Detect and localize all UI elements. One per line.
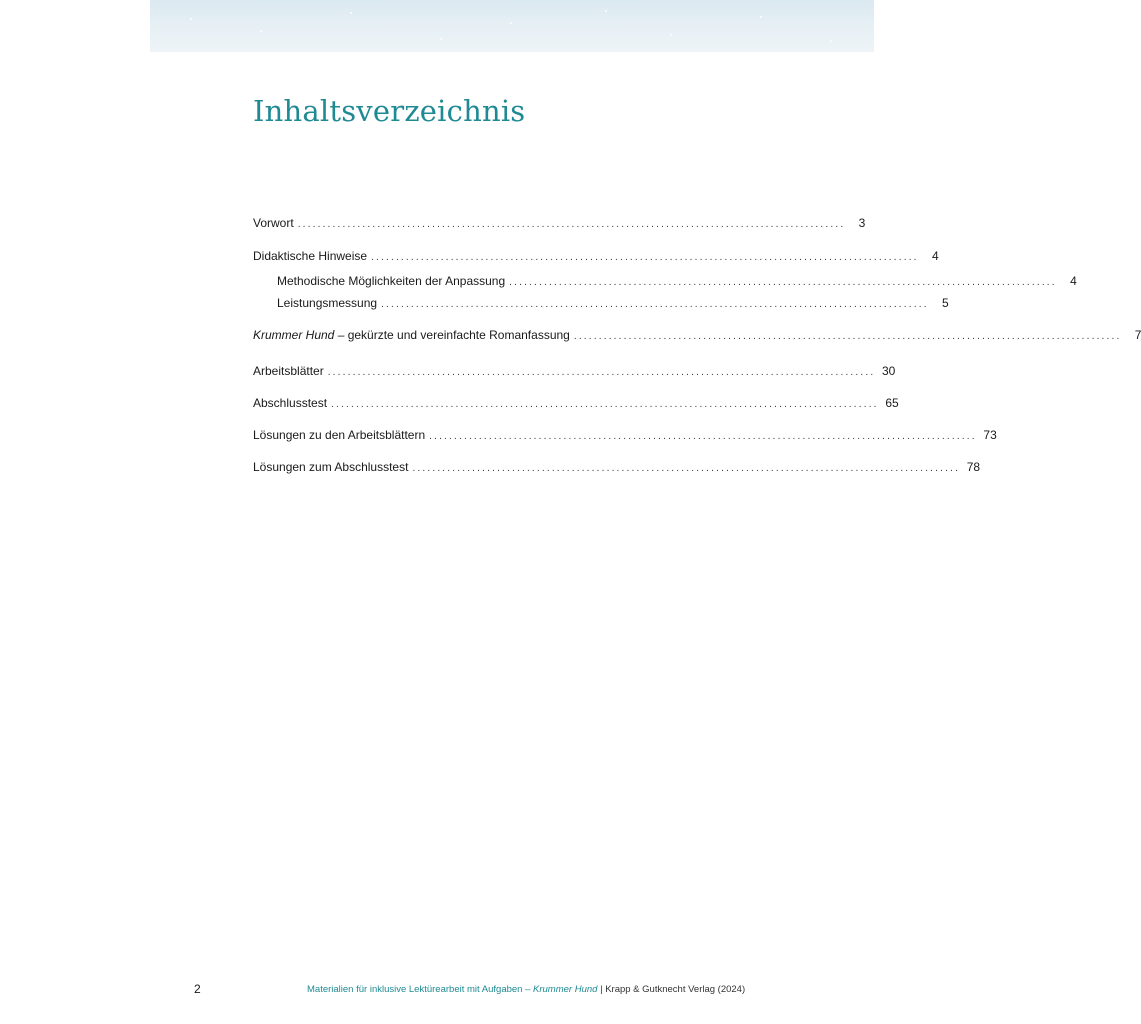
dot-leader: .............................................................................................................. [509, 277, 1057, 288]
toc-entry-page: 65 [885, 396, 899, 410]
toc-entry-page: 3 [858, 216, 866, 230]
toc-entry-page: 4 [1070, 274, 1077, 288]
toc-entry-page: 4 [931, 249, 939, 263]
sparkle-dot [670, 34, 672, 36]
toc-entry-label: Arbeitsblätter [253, 364, 324, 378]
toc-entry-abschlusstest[interactable] [253, 394, 899, 412]
toc-entry-romanfassung[interactable] [253, 326, 1141, 344]
footer-page-number: 2 [194, 982, 201, 996]
toc-entry-loesungen-abschlusstest[interactable] [253, 458, 981, 476]
sparkle-dot [260, 30, 262, 32]
dot-leader: .............................................................................................................. [297, 219, 846, 230]
toc-entry-label: Methodische Möglichkeiten der Anpassung [277, 274, 506, 288]
toc-entry-page: 5 [942, 296, 949, 310]
footer-book-title: Krummer Hund [533, 984, 598, 995]
sparkle-dot [605, 10, 607, 12]
toc-entry-arbeitsblaetter[interactable] [253, 362, 896, 380]
toc-entry-didaktische-hinweise[interactable] [253, 247, 939, 265]
toc-entry-label-rest: – gekürzte und vereinfachte Romanfassung [334, 328, 570, 342]
sparkle-dot [760, 16, 762, 18]
toc-entry-page: 30 [881, 364, 896, 378]
dot-leader: .............................................................................................................. [412, 463, 961, 474]
dot-leader: .............................................................................................................. [327, 367, 876, 378]
toc-entry-page: 78 [966, 460, 981, 474]
toc-entry-label: Lösungen zu den Arbeitsblättern [253, 428, 426, 442]
dot-leader: .............................................................................................................. [381, 299, 929, 310]
toc-entry-page: 7 [1134, 328, 1141, 342]
toc-entry-methodische-moeglichkeiten[interactable] [277, 272, 1077, 290]
sparkle-dot [510, 22, 512, 24]
sparkle-dot [350, 12, 352, 14]
toc-entry-label: Abschlusstest [253, 396, 328, 410]
toc-entry-label [253, 326, 570, 344]
toc-entry-label: Didaktische Hinweise [253, 249, 368, 263]
footer-publisher: Krapp & Gutknecht Verlag (2024) [605, 984, 746, 995]
footer-text [307, 984, 745, 995]
toc-entry-label: Lösungen zum Abschlusstest [253, 460, 409, 474]
toc-entry-vorwort[interactable] [253, 214, 866, 232]
toc-entry-label: Leistungsmessung [277, 296, 378, 310]
toc-entry-leistungsmessung[interactable] [277, 294, 949, 312]
toc-entry-page: 73 [983, 428, 997, 442]
sparkle-dot [190, 18, 192, 20]
toc-entry-loesungen-arbeitsblaetter[interactable] [253, 426, 997, 444]
toc-entry-label: Vorwort [253, 216, 294, 230]
sparkle-dot [440, 38, 442, 40]
dot-leader: .............................................................................................................. [331, 399, 879, 410]
dot-leader: .............................................................................................................. [573, 331, 1122, 342]
header-band [150, 0, 874, 52]
dot-leader: .............................................................................................................. [429, 431, 977, 442]
page-title: Inhaltsverzeichnis [253, 94, 526, 128]
sparkle-dot [830, 40, 832, 42]
book-title-italic: Krummer Hund [253, 328, 335, 342]
footer-separator: | [597, 984, 606, 995]
footer-series-text: Materialien für inklusive Lektürearbeit mit Aufgaben – [307, 984, 534, 995]
dot-leader: .............................................................................................................. [371, 252, 919, 263]
